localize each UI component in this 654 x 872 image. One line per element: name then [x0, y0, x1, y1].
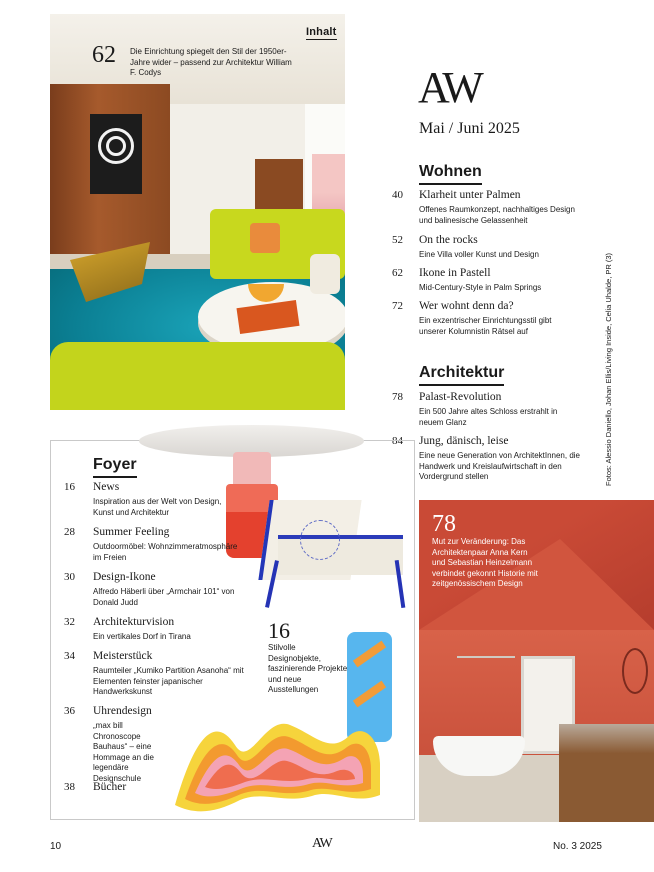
toc-description: Eine Villa voller Kunst und Design: [419, 250, 539, 259]
section-label: Inhalt: [306, 26, 337, 38]
toc-description: Inspiration aus der Welt von Design, Kunst und Architektur: [93, 497, 222, 517]
toc-title: Architekturvision: [93, 616, 175, 628]
toc-title: Summer Feeling: [93, 526, 170, 538]
section-title-wohnen: Wohnen: [419, 163, 482, 185]
toc-title: Ikone in Pastell: [419, 267, 491, 279]
toc-title: Meisterstück: [93, 650, 153, 662]
toc-description: Ein vertikales Dorf in Tirana: [93, 632, 191, 641]
toc-description: Mid-Century-Style in Palm Springs: [419, 283, 542, 292]
toc-title: Bücher: [93, 781, 127, 793]
toc-description: „max bill Chronoscope Bauhaus“ – eine Hommage an die legendäre Designschule: [93, 721, 154, 783]
section-title-foyer: Foyer: [93, 456, 137, 478]
toc-title: Jung, dänisch, leise: [419, 435, 509, 447]
product-caption-number: 16: [268, 618, 290, 643]
toc-title: On the rocks: [419, 234, 478, 246]
section-title-architektur: Architektur: [419, 364, 504, 386]
footer-issue: No. 3 2025: [553, 841, 602, 852]
toc-page-number: 34: [64, 650, 75, 662]
bath-caption-number: 78: [432, 511, 456, 537]
toc-page-number: 62: [392, 267, 403, 279]
toc-title: Wer wohnt denn da?: [419, 300, 514, 312]
page-number: 10: [50, 841, 62, 852]
bath-caption-text: Mut zur Veränderung: Das Architektenpaar Anna Kern und Sebastian Heinzelmann verbindet gekonnt Historie mit zeitgenössischem Design: [432, 537, 538, 588]
footer-logo: AW: [312, 836, 332, 851]
toc-description: Alfredo Häberli über „Armchair 101“ von Donald Judd: [93, 587, 235, 607]
toc-page-number: 36: [64, 705, 75, 717]
toc-description: Outdoormöbel: Wohnzimmeratmosphäre im Freien: [93, 542, 238, 562]
photo-credit: Fotos: Alessio Daniello, Johan Ellis/Living Inside, Celia Uhalde, PR (3): [604, 252, 613, 486]
toc-description: Raumteiler „Kumiko Partition Asanoha“ mit Elementen feinster japanischer Handwerkskunst: [93, 666, 244, 696]
toc-title: Design-Ikone: [93, 571, 156, 583]
toc-page-number: 32: [64, 616, 75, 628]
toc-title: Palast-Revolution: [419, 391, 502, 403]
toc-page-number: 40: [392, 189, 403, 201]
toc-page-number: 78: [392, 391, 403, 403]
toc-description: Ein 500 Jahre altes Schloss erstrahlt in neuem Glanz: [419, 407, 558, 427]
magazine-logo: AW: [418, 63, 480, 112]
issue-date: Mai / Juni 2025: [419, 120, 520, 137]
toc-page-number: 84: [392, 435, 403, 447]
product-caption-text: Stilvolle Designobjekte, faszinierende Projekte und neue Ausstellungen: [268, 643, 348, 694]
toc-page-number: 38: [64, 781, 75, 793]
photo-caption-number: 62: [92, 42, 116, 68]
toc-title: Uhrendesign: [93, 705, 152, 717]
toc-page-number: 30: [64, 571, 75, 583]
toc-page-number: 72: [392, 300, 403, 312]
toc-description: Eine neue Generation von ArchitektInnen, die Handwerk und Kreislaufwirtschaft in den Vordergrund stellen: [419, 451, 580, 481]
toc-page-number: 28: [64, 526, 75, 538]
toc-title: News: [93, 481, 120, 493]
photo-caption-text: Die Einrichtung spiegelt den Stil der 1950er-Jahre wider – passend zur Architektur William F. Codys: [130, 47, 292, 77]
toc-description: Ein exzentrischer Einrichtungsstil gibt unserer Kolumnistin Rätsel auf: [419, 316, 552, 336]
toc-description: Offenes Raumkonzept, nachhaltiges Design und balinesische Gelassenheit: [419, 205, 575, 225]
toc-title: Klarheit unter Palmen: [419, 189, 521, 201]
toc-page-number: 16: [64, 481, 75, 493]
toc-page-number: 52: [392, 234, 403, 246]
